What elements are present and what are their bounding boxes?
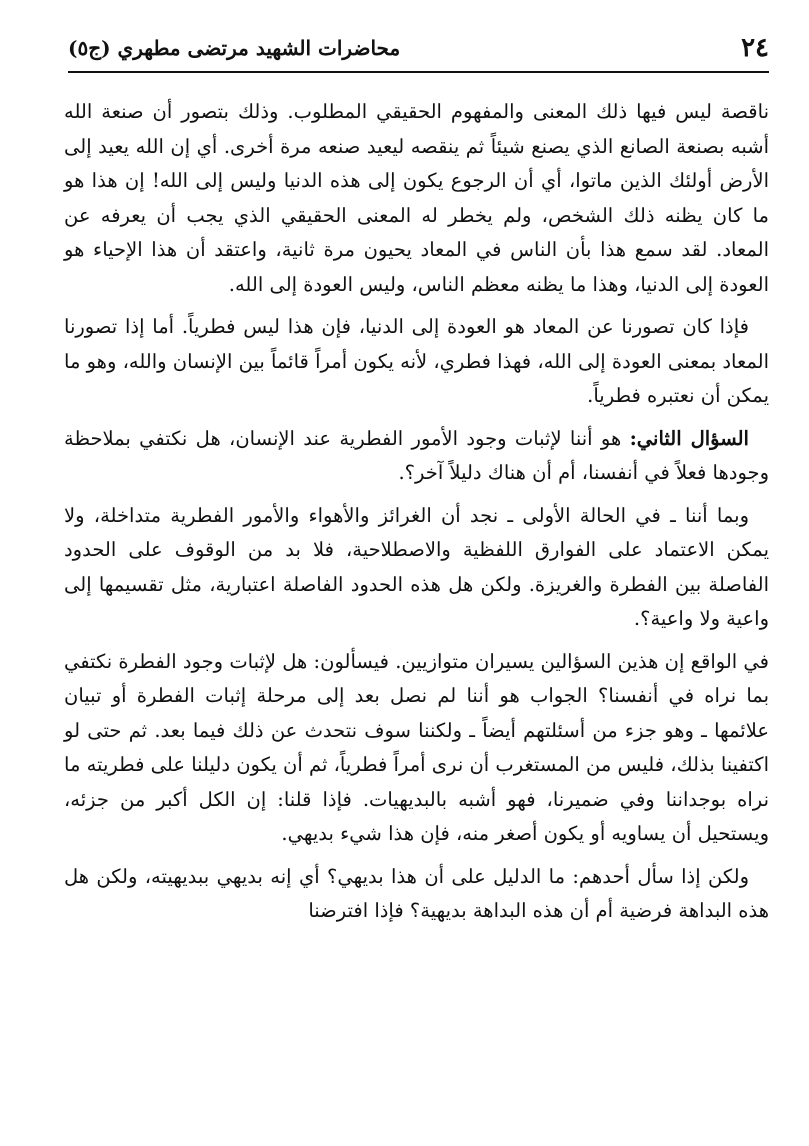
paragraph-text: فإذا كان تصورنا عن المعاد هو العودة إلى الدنيا، فإن هذا ليس فطرياً. أما إذا تصورنا المعاد بمعنى العودة إلى الله، فهذا فطري، لأنه يكون أمراً قائماً بين الإنسان والله، وهو ما يمكن أن نعتبره فطرياً. — [64, 315, 769, 407]
paragraph — [64, 499, 769, 637]
paragraph — [64, 422, 769, 491]
paragraph-text: وبما أننا ـ في الحالة الأولى ـ نجد أن الغرائز والأهواء والأمور الفطرية متداخلة، ولا يمكن الاعتماد على الفوارق اللفظية والاصطلاحية، فلا بد من الوقوف على الحدود الفاصلة بين الفطرة والغريزة. ولكن هل هذه الحدود الفاصلة اعتبارية، مثل تقسيمها إلى واعية ولا واعية؟. — [64, 503, 769, 630]
body-text — [64, 95, 769, 937]
header-divider — [68, 71, 769, 73]
running-title: محاضرات الشهيد مرتضى مطهري (ج٥) — [68, 36, 401, 60]
paragraph-lead: السؤال الثاني: — [629, 426, 749, 450]
paragraph — [64, 95, 769, 302]
paragraph-text: في الواقع إن هذين السؤالين يسيران متوازيين. فيسألون: هل لإثبات وجود الفطرة نكتفي بما نراه في أنفسنا؟ الجواب هو أننا لم نصل بعد إلى مرحلة إثبات الفطرة أو تبيان علائمها ـ وهو جزء من أسئلتهم أيضاً ـ ولكننا سوف نتحدث عن ذلك فيما بعد. ثم حتى لو اكتفينا بذلك، فليس من المستغرب أن نرى أمراً فطرياً، ثم أن يكون دليلنا على فطريته ما نراه بوجداننا وفي ضميرنا، فهو أشبه بالبديهيات. فإذا قلنا: إن الكل أكبر من جزئه، ويستحيل أن يساويه أو يكون أصغر منه، فإن هذا شيء بديهي. — [64, 649, 769, 845]
paragraph — [64, 860, 769, 929]
page-number: ٢٤ — [741, 33, 769, 63]
paragraph-text: ناقصة ليس فيها ذلك المعنى والمفهوم الحقيقي المطلوب. وذلك بتصور أن صنعة الله أشبه بصنعة الصانع الذي يصنع شيئاً ثم ينقصه ليعيد صنعه مرة أخرى. أي إن الله يعيد إلى الأرض أولئك الذين ماتوا، أي أن الرجوع يكون إلى هذه الدنيا وليس إلى الله! إن هذا هو ما كان يظنه ذلك الشخص، ولم يخطر له المعنى الحقيقي الذي يجب أن يعرفه عن المعاد. لقد سمع هذا بأن الناس في المعاد يحيون مرة ثانية، واعتقد أن هذا الإحياء هو العودة إلى الدنيا، وهذا ما يظنه معظم الناس، وليس العودة إلى الله. — [64, 100, 769, 296]
paragraph-text: هو أننا لإثبات وجود الأمور الفطرية عند الإنسان، هل نكتفي بملاحظة وجودها فعلاً في أنفسنا، أم أن هناك دليلاً آخر؟. — [64, 426, 769, 484]
page-header — [68, 28, 769, 68]
paragraph-text: ولكن إذا سأل أحدهم: ما الدليل على أن هذا بديهي؟ أي إنه بديهي ببديهيته، ولكن هل هذه البداهة فرضية أم أن هذه البداهة بديهية؟ فإذا افترضنا — [64, 864, 769, 922]
paragraph — [64, 645, 769, 852]
paragraph — [64, 310, 769, 414]
